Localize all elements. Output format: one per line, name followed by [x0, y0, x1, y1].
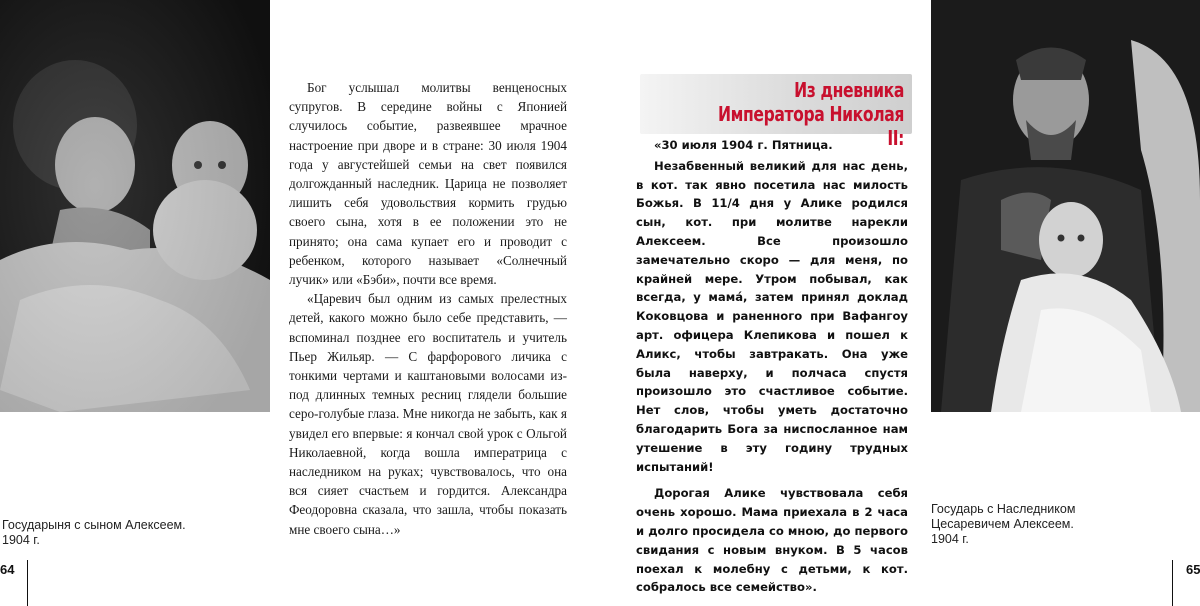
main-text-column — [289, 78, 567, 539]
photo-caption-left: Государыня с сыном Алексеем. 1904 г. — [2, 518, 186, 547]
photo-empress-with-son — [0, 0, 270, 412]
page-number-right: 65 — [1186, 562, 1200, 577]
diary-title-line: Императора Николая II: — [718, 102, 904, 150]
photo-caption-right: Государь с Наследником Цесаревичем Алексеем. 1904 г. — [931, 502, 1076, 546]
page-rule-right — [1172, 560, 1173, 606]
photo-emperor-with-heir — [931, 0, 1200, 412]
page-number-left: 64 — [0, 562, 15, 577]
diary-title-line: Из дневника — [794, 78, 904, 102]
diary-paragraph: Дорогая Алике чувствовала себя очень хорошо. Мама приехала в 2 часа и долго просидела со мною, до первого свидания с новым внуком. В 5 часов поехал к молебну с детьми, к кот. собралось все семейство». — [636, 486, 908, 595]
diary-quote — [636, 136, 908, 605]
main-paragraph: Бог услышал молитвы венценосных супругов. В середине войны с Японией случилось событие, развеявшее мрачное настроение при дворе и в стране: 30 июля 1904 года у августейшей семьи на свет появился долгожданный наследник. Царица не позволяет лишить себя удовольствия кормить грудью своего сына, хотя в ее положении это не принято; она сама купает его и проводит с ребенком, которого называет «Солнечный лучик» или «Бэби», почти все время. — [289, 80, 567, 288]
page-rule-left — [27, 560, 28, 606]
diary-paragraph: «30 июля 1904 г. Пятница. — [654, 138, 833, 152]
main-paragraph: «Царевич был одним из самых прелестных детей, какого можно было себе представить, — вспоминал позднее его воспитатель и учитель Пьер Жильяр. — С фарфорового личика с тонкими чертами и каштановыми волосами из-под длинных темных ресниц глядели большие серо-голубые глаза. Мне никогда не забыть, как я увидел его впервые: я кончал свой урок с Ольгой Николаевной, когда вошла императрица с наследником на руках; чувствовалось, что она вся сияет счастьем и гордится. Александра Феодоровна сказала, что зашла, чтобы показать мне своего сына…» — [289, 291, 567, 537]
diary-paragraph: Незабвенный великий для нас день, в кот. так явно посетила нас милость Божья. В 11/4 дня у Алике родился сын, кот. при молитве нарекли Алексеем. Все произошло замечательно скоро — для меня, по крайней мере. Утром побывал, как всегда, у мамá, затем принял доклад Коковцова и раненного при Вафангоу арт. офицера Клепикова и пошел к Аликс, чтобы завтракать. Она уже была наверху, и полчаса спустя произошло это счастливое событие. Нет слов, чтобы уметь достаточно благодарить Бога за ниспосланное нам утешение в эту годину трудных испытаний! — [636, 158, 908, 474]
